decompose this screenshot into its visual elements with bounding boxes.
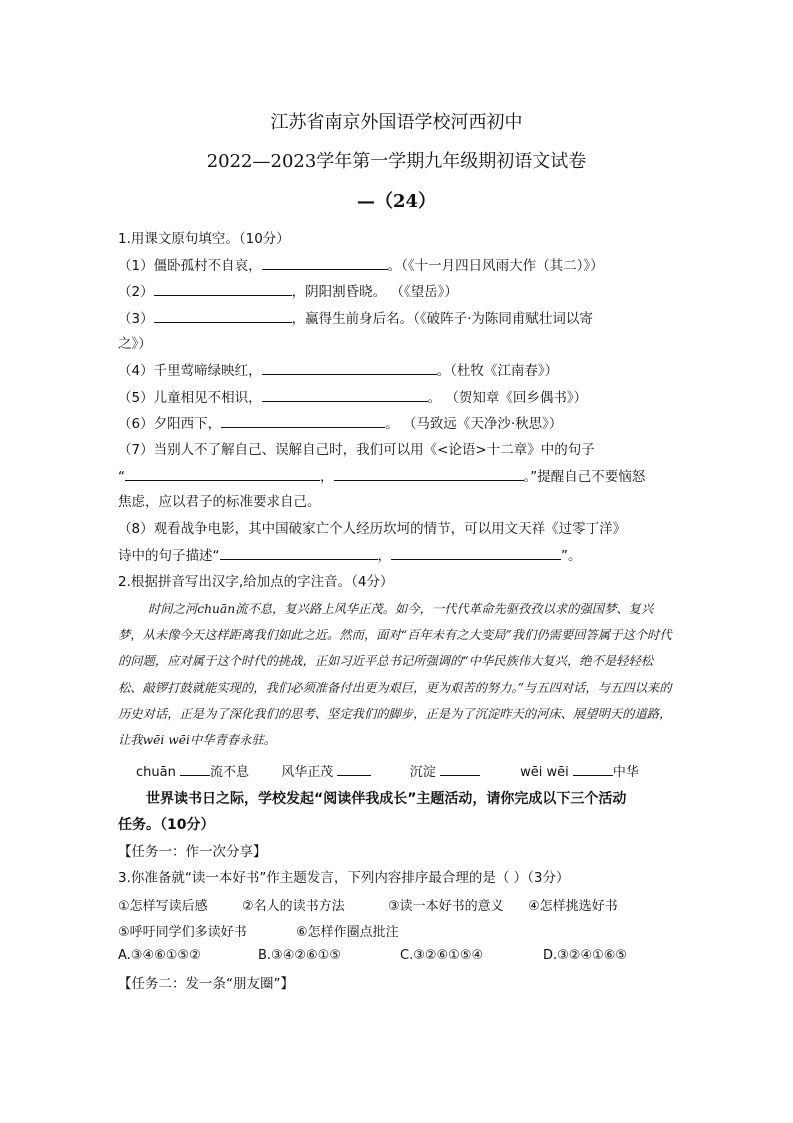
answer-blank[interactable]: [440, 761, 480, 776]
pinyin-chuan: chuān: [136, 765, 180, 780]
answer-blank[interactable]: [154, 281, 292, 296]
answer-blank[interactable]: [220, 545, 378, 560]
q1-item-2: [118, 281, 458, 302]
q1-item-source: 。（《十一月四日风雨大作（其二）》）: [387, 258, 604, 274]
q1-item-7-cont: 焦虑，应以君子的标准要求自己。: [118, 494, 321, 510]
q2-answers: [136, 761, 639, 783]
answer-blank[interactable]: [154, 308, 292, 323]
task1-heading: 【任务一：作一次分享】: [118, 844, 267, 860]
q1-item-3: [118, 308, 593, 329]
answer-blank[interactable]: [334, 466, 524, 481]
q1-item-source: 。 （马致远《天净沙·秋思》）: [385, 416, 563, 432]
q3-title: 3.你准备就“读一本好书”作主题发言，下列内容排序最合理的是（ ）（3分）: [118, 870, 570, 886]
comma: ，: [377, 548, 391, 564]
q1-item-text: 诗中的句子描述“: [118, 548, 220, 564]
option-c[interactable]: C.③②⑥①⑤④: [400, 948, 484, 963]
quote-open: “: [118, 469, 125, 485]
quote-close: ”。: [561, 548, 582, 564]
q1-item-7: （7）当别人不了解自己、误解自己时，我们可以用《<论语>十二章》中的句子: [118, 442, 595, 458]
q1-item-text: （5）儿童相见不相识，: [118, 390, 262, 406]
exam-title: 2022—2023学年第一学期九年级期初语文试卷: [206, 151, 587, 172]
pinyin-weiwei: wēi wēi: [520, 765, 573, 780]
q1-title: 1.用课文原句填空。（10分）: [118, 231, 290, 247]
q1-item-1: [118, 255, 604, 276]
word-chendian: 沉淀: [409, 765, 440, 780]
q3-item: ②名人的读书方法: [242, 899, 345, 914]
comma: ，: [320, 469, 334, 485]
q1-item-8-blanks: [118, 545, 582, 566]
exam-number: —（24）: [356, 191, 437, 212]
q1-item-source: 。（杜牧《江南春》）: [436, 363, 559, 379]
q1-item-source: ，赢得生前身后名。（《破阵子·为陈同甫赋壮词以寄: [291, 311, 593, 327]
q1-item-text: （2）: [118, 284, 154, 300]
option-a[interactable]: A.③④⑥①⑤②: [118, 948, 201, 963]
answer-blank[interactable]: [573, 761, 613, 776]
q3-item: ⑥怎样作圈点批注: [296, 925, 399, 940]
option-d[interactable]: D.③②④①⑥⑤: [543, 948, 628, 963]
q3-options: [118, 948, 627, 963]
q3-item: ①怎样写读后感: [118, 899, 208, 914]
answer-blank[interactable]: [180, 761, 210, 776]
q1-item-3-cont: 之》）: [118, 336, 152, 352]
q1-item-text: （6）夕阳西下，: [118, 416, 222, 432]
q1-item-text: （1）僵卧孤村不自哀，: [118, 258, 262, 274]
q1-item-8: （8）观看战争电影，其中国破家亡个人经历坎坷的情节，可以用文天祥《过零丁洋》: [118, 521, 627, 537]
q3-items-row1: [118, 895, 618, 914]
q3-item: ④怎样挑选好书: [528, 899, 618, 914]
answer-blank[interactable]: [391, 545, 561, 560]
q3-item: ③读一本好书的意义: [388, 899, 504, 914]
option-b[interactable]: B.③④②⑥①⑤: [258, 948, 341, 963]
q1-item-7-blanks: [118, 466, 645, 487]
answer-blank[interactable]: [262, 255, 388, 270]
q1-item-5: [118, 387, 587, 408]
answer-blank[interactable]: [125, 466, 320, 481]
q1-item-4: [118, 360, 558, 381]
q1-item-source: 。 （贺知章《回乡偶书》）: [427, 390, 588, 406]
q1-item-text: （4）千里莺啼绿映红，: [118, 363, 262, 379]
answer-blank[interactable]: [262, 360, 437, 375]
q1-item-source: ，阴阳割昏晓。 （《望岳》）: [291, 284, 458, 300]
word-text: 流不息: [209, 765, 249, 780]
q3-items-row2: [118, 921, 399, 940]
q2-passage: [118, 596, 673, 753]
word-fenghua: 风华正茂: [281, 765, 338, 780]
activity-intro-cont: 任务。（10分）: [118, 817, 215, 833]
answer-blank[interactable]: [221, 413, 385, 428]
q2-title: 2.根据拼音写出汉字,给加点的字注音。（4分）: [118, 574, 394, 590]
q1-item-text: 。”提醒自己不要恼怒: [523, 469, 646, 485]
q3-item: ⑤呼吁同学们多读好书: [118, 925, 247, 940]
word-text: 中华: [612, 765, 639, 780]
activity-intro: 世界读书日之际，学校发起“阅读伴我成长”主题活动，请你完成以下三个活动: [146, 791, 627, 807]
answer-blank[interactable]: [262, 387, 428, 402]
school-title: 江苏省南京外国语学校河西初中: [270, 112, 523, 133]
q2-passage-text: 时间之河chuān流不息，复兴路上风华正茂。如今，一代代革命先驱孜孜以求的强国梦、复兴梦，从未像今天这样距离我们如此之近。然而，面对“百年未有之大变局”我们仍需要回答属于这个时代的问题，应对属于这个时代的挑战，正如习近平总书记所强调的“中华民族伟大复兴，绝不是轻轻松松、敲锣打鼓就能实现的，我们必须准备付出更为艰巨，更为艰苦的努力。”与五四对话，与五四以来的历史对话，正是为了深化我们的思考、坚定我们的脚步，正是为了沉淀昨天的河床、展望明天的道路，让我wēi wēi中华青春永驻。: [118, 602, 672, 748]
task2-heading: 【任务二：发一条“朋友圈”】: [118, 976, 294, 992]
answer-blank[interactable]: [337, 761, 371, 776]
q1-item-text: （3）: [118, 311, 154, 327]
q1-item-6: [118, 413, 562, 434]
